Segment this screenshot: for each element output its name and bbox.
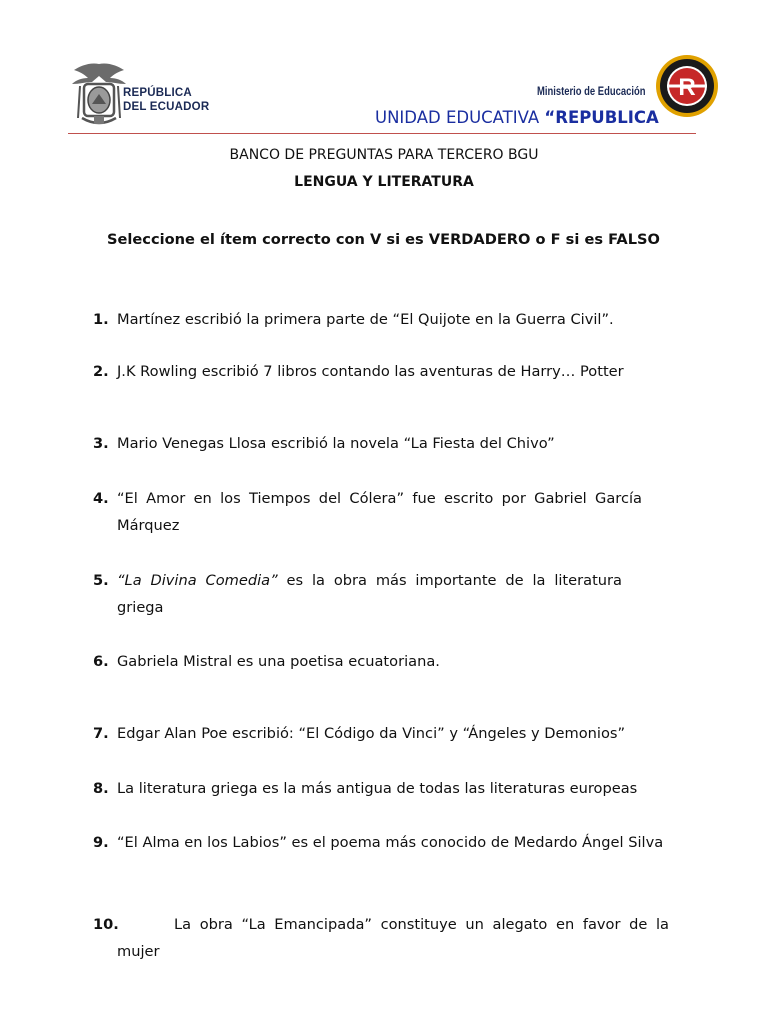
- school-name-bold: “REPUBLICA: [544, 108, 659, 127]
- question-text: Martínez escribió la primera parte de “El Quijote en la Guerra Civil”.: [117, 311, 614, 328]
- ministry-name: Ministerio de Educación: [537, 86, 646, 98]
- question-item: [93, 720, 669, 747]
- question-item: [93, 306, 669, 333]
- school-badge-logo: [655, 54, 719, 118]
- school-name-prefix: UNIDAD EDUCATIVA: [375, 108, 545, 127]
- question-number: 7.: [93, 725, 109, 742]
- question-text: Mario Venegas Llosa escribió la novela “La Fiesta del Chivo”: [117, 435, 555, 452]
- question-text: J.K Rowling escribió 7 libros contando las aventuras de Harry… Potter: [117, 363, 624, 380]
- question-number: 10.: [93, 916, 119, 933]
- question-item: [93, 358, 669, 385]
- question-text: Edgar Alan Poe escribió: “El Código da Vinci” y “Ángeles y Demonios”: [117, 725, 626, 742]
- school-name: [375, 108, 659, 127]
- question-number: 8.: [93, 780, 109, 797]
- svg-text:R: R: [678, 74, 696, 101]
- republic-name: [123, 86, 209, 114]
- question-text: La literatura griega es la más antigua de todas las literaturas europeas: [117, 780, 638, 797]
- question-text: La obra “La Emancipada” constituye un alegato en favor de la mujer: [117, 916, 669, 960]
- question-item: [93, 567, 622, 621]
- document-title: BANCO DE PREGUNTAS PARA TERCERO BGU: [229, 147, 539, 163]
- question-item: [93, 430, 669, 457]
- instruction-text: Seleccione el ítem correcto con V si es VERDADERO o F si es FALSO: [107, 231, 660, 248]
- question-number: 2.: [93, 363, 109, 380]
- question-item: [93, 648, 669, 675]
- subject-title: LENGUA Y LITERATURA: [294, 174, 474, 190]
- question-item: [93, 829, 669, 856]
- republic-name-line2: DEL ECUADOR: [123, 101, 210, 113]
- question-number: 1.: [93, 311, 109, 328]
- question-text-rest: es la obra más importante de la literatura griega: [117, 572, 622, 616]
- question-number: 6.: [93, 653, 109, 670]
- question-item: [93, 485, 642, 539]
- question-text: “El Amor en los Tiempos del Cólera” fue escrito por Gabriel García Márquez: [117, 490, 642, 534]
- document-header: [0, 0, 768, 140]
- question-number: 4.: [93, 490, 109, 507]
- question-number: 5.: [93, 572, 109, 589]
- question-number: 3.: [93, 435, 109, 452]
- header-divider: [68, 133, 696, 134]
- question-text: [117, 567, 622, 621]
- question-number: 9.: [93, 834, 109, 851]
- question-text: Gabriela Mistral es una poetisa ecuatoriana.: [117, 653, 440, 670]
- question-item: [93, 911, 669, 965]
- republic-name-line1: REPÚBLICA: [123, 87, 192, 99]
- question-text-italic: “La Divina Comedia”: [117, 572, 278, 589]
- question-item: [93, 775, 669, 802]
- question-text: “El Alma en los Labios” es el poema más conocido de Medardo Ángel Silva: [117, 834, 664, 851]
- coat-of-arms-logo: [70, 60, 128, 130]
